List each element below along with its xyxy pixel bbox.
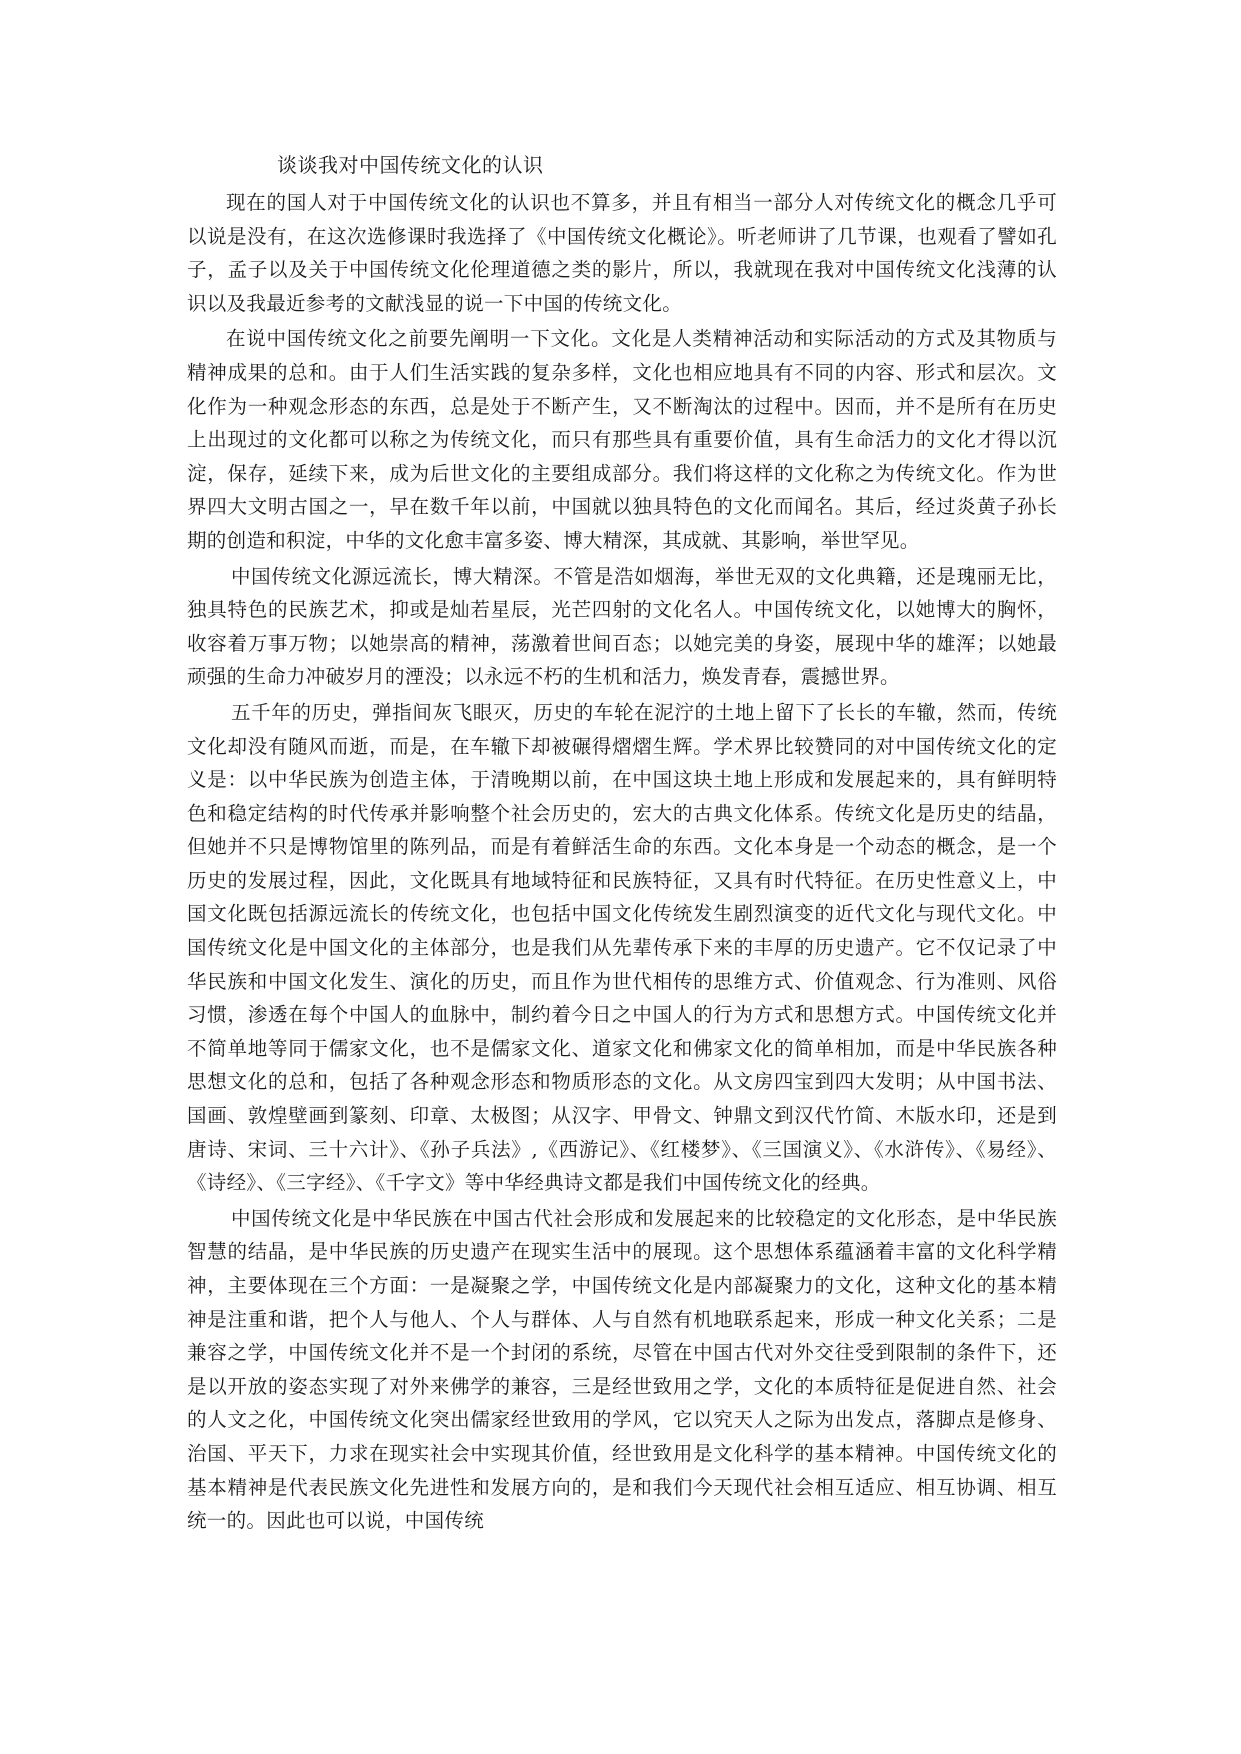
- paragraph-five-thousand-years: 五千年的历史，弹指间灰飞眼灭，历史的车轮在泥泞的土地上留下了长长的车辙，然而，传统文化却没有随风而逝，而是，在车辙下却被碾得熠熠生辉。学术界比较赞同的对中国传统文化的定义是：以中华民族为创造主体，于清晚期以前，在中国这块土地上形成和发展起来的，具有鲜明特色和稳定结构的时代传承并影响整个社会历史的，宏大的古典文化体系。传统文化是历史的结晶，但她并不只是博物馆里的陈列品，而是有着鲜活生命的东西。文化本身是一个动态的概念，是一个历史的发展过程，因此，文化既具有地域特征和民族特征，又具有时代特征。在历史性意义上，中国文化既包括源远流长的传统文化，也包括中国文化传统发生剧烈演变的近代文化与现代文化。中国传统文化是中国文化的主体部分，也是我们从先辈传承下来的丰厚的历史遗产。它不仅记录了中华民族和中国文化发生、演化的历史，而且作为世代相传的思维方式、价值观念、行为准则、风俗习惯，渗透在每个中国人的血脉中，制约着今日之中国人的行为方式和思想方式。中国传统文化并不简单地等同于儒家文化，也不是儒家文化、道家文化和佛家文化的简单相加，而是中华民族各种思想文化的总和，包括了各种观念形态和物质形态的文化。从文房四宝到四大发明；从中国书法、国画、敦煌壁画到篆刻、印章、太极图；从汉字、甲骨文、钟鼎文到汉代竹简、木版水印，还是到唐诗、宋词、三十六计》、《孙子兵法》,《西游记》、《红楼梦》、《三国演义》、《水浒传》、《易经》、《诗经》、《三字经》、《千字文》等中华经典诗文都是我们中国传统文化的经典。: [187, 700, 1057, 1195]
- paragraph-intro: 现在的国人对于中国传统文化的认识也不算多，并且有相当一部分人对传统文化的概念几乎可以说是没有，在这次选修课时我选择了《中国传统文化概论》。听老师讲了几节课，也观看了譬如孔子，孟子以及关于中国传统文化伦理道德之类的影片，所以，我就现在我对中国传统文化浅薄的认识以及我最近参考的文献浅显的说一下中国的传统文化。: [187, 191, 1057, 315]
- document-title: 谈谈我对中国传统文化的认识: [277, 153, 544, 177]
- paragraph-culture-definition: 在说中国传统文化之前要先阐明一下文化。文化是人类精神活动和实际活动的方式及其物质与精神成果的总和。由于人们生活实践的复杂多样，文化也相应地具有不同的内容、形式和层次。文化作为一种观念形态的东西，总是处于不断产生，又不断淘汰的过程中。因而，并不是所有在历史上出现过的文化都可以称之为传统文化，而只有那些具有重要价值，具有生命活力的文化才得以沉淀，保存，延续下来，成为后世文化的主要组成部分。我们将这样的文化称之为传统文化。作为世界四大文明古国之一，早在数千年以前，中国就以独具特色的文化而闻名。其后，经过炎黄子孙长期的创造和积淀，中华的文化愈丰富多姿、博大精深，其成就、其影响，举世罕见。: [187, 327, 1057, 552]
- paragraph-cultural-spirit: 中国传统文化是中华民族在中国古代社会形成和发展起来的比较稳定的文化形态，是中华民族智慧的结晶，是中华民族的历史遗产在现实生活中的展现。这个思想体系蕴涵着丰富的文化科学精神，主要体现在三个方面：一是凝聚之学，中国传统文化是内部凝聚力的文化，这种文化的基本精神是注重和谐，把个人与他人、个人与群体、人与自然有机地联系起来，形成一种文化关系；二是兼容之学，中国传统文化并不是一个封闭的系统，尽管在中国古代对外交往受到限制的条件下，还是以开放的姿态实现了对外来佛学的兼容，三是经世致用之学，文化的本质特征是促进自然、社会的人文之化，中国传统文化突出儒家经世致用的学风，它以究天人之际为出发点，落脚点是修身、治国、平天下，力求在现实社会中实现其价值，经世致用是文化科学的基本精神。中国传统文化的基本精神是代表民族文化先进性和发展方向的，是和我们今天现代社会相互适应、相互协调、相互统一的。因此也可以说，中国传统: [187, 1206, 1057, 1533]
- paragraph-profound-culture: 中国传统文化源远流长，博大精深。不管是浩如烟海，举世无双的文化典籍，还是瑰丽无比，独具特色的民族艺术，抑或是灿若星辰，光芒四射的文化名人。中国传统文化，以她博大的胸怀，收容着万事万物；以她崇高的精神，荡激着世间百态；以她完美的身姿，展现中华的雄浑；以她最顽强的生命力冲破岁月的湮没；以永远不朽的生机和活力，焕发青春，震撼世界。: [187, 564, 1057, 689]
- document-page: [187, 148, 1057, 1538]
